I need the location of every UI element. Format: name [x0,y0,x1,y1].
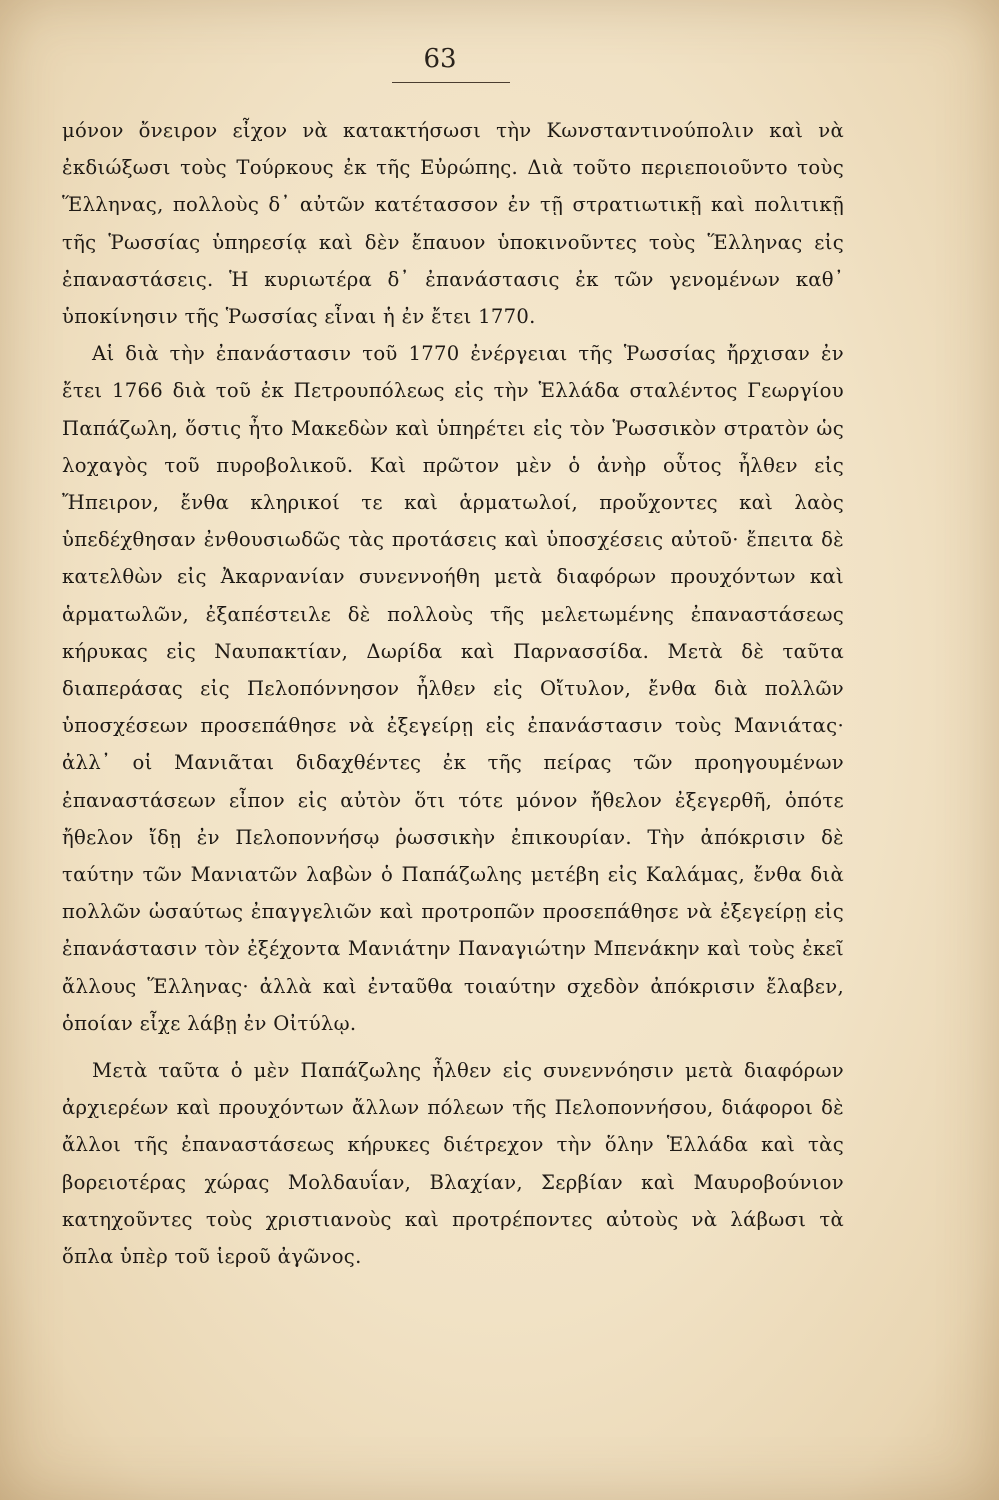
paragraph-3: Μετὰ ταῦτα ὁ μὲν Παπάζωλης ἦλθεν εἰς συνεννόησιν μετὰ διαφόρων ἀρχιερέων καὶ προυχόντων ἄλλων πόλεων τῆς Πελοποννήσου, διάφοροι δὲ ἄλλοι τῆς ἐπαναστάσεως κήρυκες διέτρεχον τὴν ὅλην Ἑλλάδα καὶ τὰς βορειοτέρας χώρας Μολδαυΐαν, Βλαχίαν, Σερβίαν καὶ Μαυροβούνιον κατηχοῦντες τοὺς χριστιανοὺς καὶ προτρέποντες αὐτοὺς νὰ λάβωσι τὰ ὅπλα ὑπὲρ τοῦ ἱεροῦ ἀγῶνος. [62,1059,844,1269]
page-number: 63 [423,44,457,74]
body-text [62,112,844,1275]
paragraph-2: Αἱ διὰ τὴν ἐπανάστασιν τοῦ 1770 ἐνέργειαι τῆς Ῥωσσίας ἤρχισαν ἐν ἔτει 1766 διὰ τοῦ ἐκ Πετρουπόλεως εἰς τὴν Ἑλλάδα σταλέντος Γεωργίου Παπάζωλη, ὅστις ἦτο Μακεδὼν καὶ ὑπηρέτει εἰς τὸν Ῥωσσικὸν στρατὸν ὡς λοχαγὸς τοῦ πυροβολικοῦ. Καὶ πρῶτον μὲν ὁ ἀνὴρ οὗτος ἦλθεν εἰς Ἤπειρον, ἔνθα κληρικοί τε καὶ ἁρματωλοί, προὔχοντες καὶ λαὸς ὑπεδέχθησαν ἐνθουσιωδῶς τὰς προτάσεις καὶ ὑποσχέσεις αὐτοῦ· ἔπειτα δὲ κατελθὼν εἰς Ἀκαρνανίαν συνεννοήθη μετὰ διαφόρων προυχόντων καὶ ἁρματωλῶν, ἐξαπέστειλε δὲ πολλοὺς τῆς μελετωμένης ἐπαναστάσεως κήρυκας εἰς Ναυπακτίαν, Δωρίδα καὶ Παρνασσίδα. Μετὰ δὲ ταῦτα διαπεράσας εἰς Πελοπόννησον ἦλθεν εἰς Οἴτυλον, ἔνθα διὰ πολλῶν ὑποσχέσεων προσεπάθησε νὰ ἐξεγείρῃ εἰς ἐπανάστασιν τοὺς Μανιάτας· ἀλλ᾽ οἱ Μανιᾶται διδαχθέντες ἐκ τῆς πείρας τῶν προηγουμένων ἐπαναστάσεων εἶπον εἰς αὐτὸν ὅτι τότε μόνον ἤθελον ἐξεγερθῆ, ὁπότε ἤθελον ἴδῃ ἐν Πελοποννήσῳ ῥωσσικὴν ἐπικουρίαν. Τὴν ἀπόκρισιν δὲ ταύτην τῶν Μανιατῶν λαβὼν ὁ Παπάζωλης μετέβη εἰς Καλάμας, ἔνθα διὰ πολλῶν ὡσαύτως ἐπαγγελιῶν καὶ προτροπῶν προσεπάθησε νὰ ἐξεγείρῃ εἰς ἐπανάστασιν τὸν ἐξέχοντα Μανιάτην Παναγιώτην Μπενάκην καὶ τοὺς ἐκεῖ ἄλλους Ἕλληνας· ἀλλὰ καὶ ἐνταῦθα τοιαύτην σχεδὸν ἀπόκρισιν ἔλαβεν, ὁποίαν εἶχε λάβῃ ἐν Οἰτύλῳ. [62,342,844,1035]
paragraph-1: μόνον ὄνειρον εἶχον νὰ κατακτήσωσι τὴν Κωνσταντινούπολιν καὶ νὰ ἐκδιώξωσι τοὺς Τούρκους ἐκ τῆς Εὐρώπης. Διὰ τοῦτο περιεποιοῦντο τοὺς Ἕλληνας, πολλοὺς δ᾽ αὐτῶν κατέτασσον ἐν τῇ στρατιωτικῇ καὶ πολιτικῇ τῆς Ῥωσσίας ὑπηρεσίᾳ καὶ δὲν ἔπαυον ὑποκινοῦντες τοὺς Ἕλληνας εἰς ἐπαναστάσεις. Ἡ κυριωτέρα δ᾽ ἐπανάστασις ἐκ τῶν γενομένων καθ᾽ ὑποκίνησιν τῆς Ῥωσσίας εἶναι ἡ ἐν ἔτει 1770. [62,119,844,329]
header-rule [392,82,510,83]
